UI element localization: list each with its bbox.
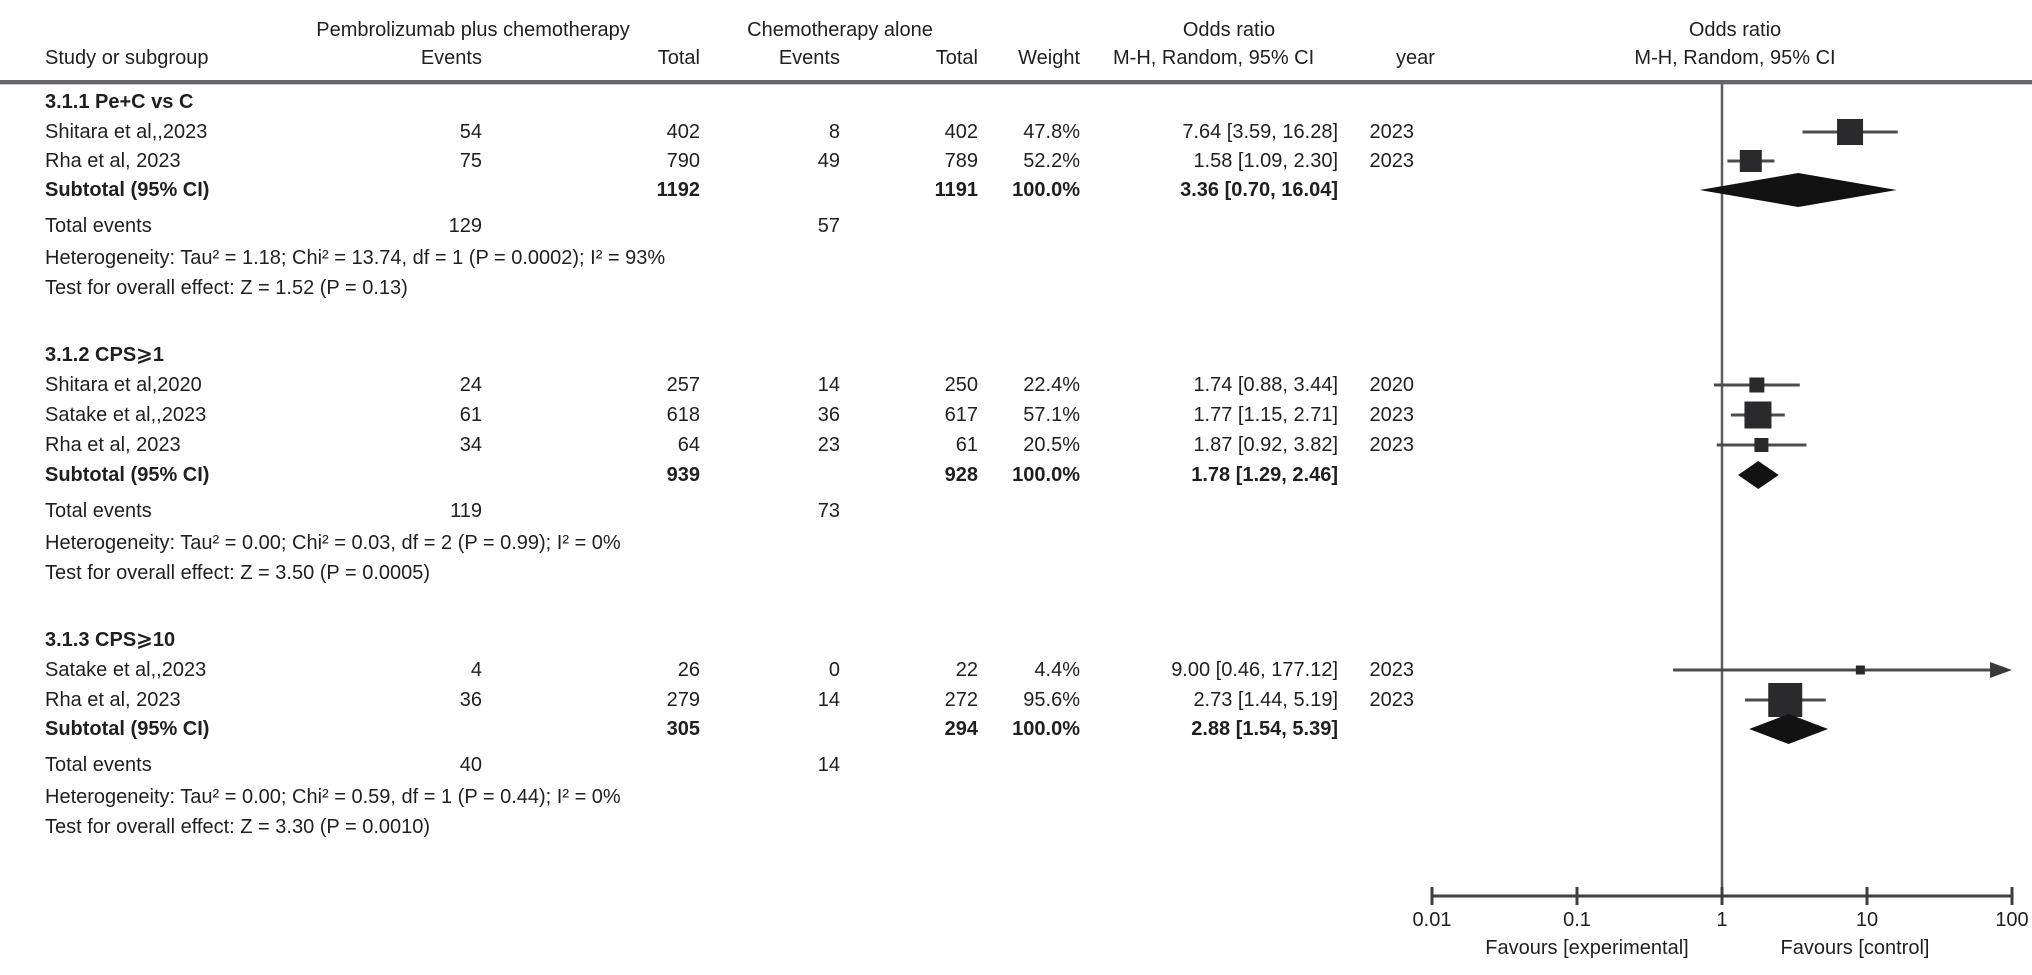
- favours-control-label: Favours [control]: [1780, 937, 1930, 959]
- study-events-treat: 54: [459, 121, 482, 143]
- subgroup-title: 3.1.1 Pe+C vs C: [45, 91, 194, 113]
- study-label: Rha et al, 2023: [45, 689, 181, 711]
- subtotal-or-ci: 2.88 [1.54, 5.39]: [1191, 718, 1338, 740]
- total-events-treat: 119: [450, 500, 482, 522]
- study-total-control: 617: [944, 404, 978, 426]
- study-or-ci: 2.73 [1.44, 5.19]: [1193, 689, 1338, 711]
- subtotal-total-treat: 305: [666, 718, 700, 740]
- study-year: 2023: [1369, 434, 1414, 456]
- study-total-treat: 618: [666, 404, 700, 426]
- subtotal-or-ci: 1.78 [1.29, 2.46]: [1191, 464, 1338, 486]
- axis-tick-label: 10: [1855, 909, 1879, 931]
- study-weight: 47.8%: [1023, 121, 1080, 143]
- header-odds-ratio-text: Odds ratio: [1182, 19, 1276, 41]
- overall-effect-note: Test for overall effect: Z = 1.52 (P = 0.13): [45, 277, 408, 299]
- subgroup-title: 3.1.2 CPS⩾1: [45, 344, 165, 366]
- header-year-column: year: [1396, 47, 1435, 69]
- header-total-control: Total: [935, 47, 978, 69]
- header-or-subtitle-plot: M-H, Random, 95% CI: [1634, 47, 1836, 69]
- study-total-control: 272: [944, 689, 978, 711]
- total-events-label: Total events: [45, 215, 152, 237]
- study-total-control: 250: [944, 374, 978, 396]
- header-group-control: Chemotherapy alone: [747, 19, 933, 41]
- study-label: Shitara et al,2020: [45, 374, 202, 396]
- study-events-control: 23: [817, 434, 840, 456]
- subtotal-weight: 100.0%: [1012, 179, 1080, 201]
- subtotal-diamond: [1738, 461, 1779, 489]
- study-label: Shitara et al,,2023: [45, 121, 208, 143]
- study-events-treat: 61: [459, 404, 482, 426]
- axis-tick-label: 0.1: [1563, 909, 1591, 931]
- header-group-treatment: Pembrolizumab plus chemotherapy: [316, 19, 630, 41]
- heterogeneity-note: Heterogeneity: Tau² = 0.00; Chi² = 0.59, df = 1 (P = 0.44); I² = 0%: [45, 786, 621, 808]
- study-total-control: 402: [944, 121, 978, 143]
- subtotal-total-treat: 1192: [656, 179, 700, 201]
- study-or-ci: 1.77 [1.15, 2.71]: [1193, 404, 1338, 426]
- subtotal-total-treat: 939: [666, 464, 700, 486]
- subtotal-weight: 100.0%: [1012, 718, 1080, 740]
- total-events-label: Total events: [45, 500, 152, 522]
- effect-square: [1744, 402, 1771, 429]
- effect-square: [1754, 438, 1768, 452]
- study-weight: 95.6%: [1023, 689, 1080, 711]
- total-events-label: Total events: [45, 754, 152, 776]
- study-total-treat: 402: [666, 121, 700, 143]
- study-or-ci: 1.58 [1.09, 2.30]: [1193, 150, 1338, 172]
- study-label: Rha et al, 2023: [45, 150, 181, 172]
- effect-square: [1856, 666, 1865, 675]
- study-or-ci: 1.87 [0.92, 3.82]: [1193, 434, 1338, 456]
- study-total-control: 789: [944, 150, 978, 172]
- subtotal-diamond: [1700, 173, 1897, 207]
- study-weight: 22.4%: [1023, 374, 1080, 396]
- header-weight-column: Weight: [1018, 47, 1080, 69]
- favours-experimental-label: Favours [experimental]: [1485, 937, 1689, 959]
- study-or-ci: 1.74 [0.88, 3.44]: [1193, 374, 1338, 396]
- study-total-treat: 64: [677, 434, 700, 456]
- study-total-control: 61: [955, 434, 978, 456]
- effect-square: [1749, 378, 1764, 393]
- subtotal-diamond: [1749, 714, 1828, 744]
- total-events-control: 57: [817, 215, 840, 237]
- subtotal-total-control: 928: [944, 464, 978, 486]
- study-weight: 52.2%: [1023, 150, 1080, 172]
- subtotal-label: Subtotal (95% CI): [45, 464, 210, 486]
- total-events-treat: 129: [448, 215, 482, 237]
- subtotal-total-control: 1191: [934, 179, 978, 201]
- study-events-treat: 24: [459, 374, 482, 396]
- study-events-control: 36: [817, 404, 840, 426]
- subtotal-label: Subtotal (95% CI): [45, 718, 210, 740]
- header-events-treatment: Events: [420, 47, 482, 69]
- study-year: 2023: [1369, 404, 1414, 426]
- header-total-treatment: Total: [657, 47, 700, 69]
- overall-effect-note: Test for overall effect: Z = 3.50 (P = 0.0005): [45, 562, 431, 584]
- study-year: 2023: [1369, 659, 1414, 681]
- axis-tick-label: 1: [1716, 909, 1728, 931]
- header-odds-ratio-plot: Odds ratio: [1688, 19, 1782, 41]
- study-events-control: 14: [817, 689, 840, 711]
- overall-effect-note: Test for overall effect: Z = 3.30 (P = 0.0010): [45, 816, 431, 838]
- axis-tick-label: 0.01: [1412, 909, 1452, 931]
- study-events-control: 49: [817, 150, 840, 172]
- study-events-treat: 36: [459, 689, 482, 711]
- study-or-ci: 9.00 [0.46, 177.12]: [1171, 659, 1338, 681]
- study-year: 2023: [1369, 689, 1414, 711]
- subtotal-weight: 100.0%: [1012, 464, 1080, 486]
- effect-square: [1837, 119, 1863, 145]
- study-label: Satake et al,,2023: [45, 659, 207, 681]
- axis-tick-label: 100: [1995, 909, 2029, 931]
- subtotal-or-ci: 3.36 [0.70, 16.04]: [1180, 179, 1338, 201]
- study-label: Satake et al,,2023: [45, 404, 207, 426]
- study-weight: 4.4%: [1034, 659, 1080, 681]
- heterogeneity-note: Heterogeneity: Tau² = 1.18; Chi² = 13.74, df = 1 (P = 0.0002); I² = 93%: [45, 247, 666, 269]
- study-events-control: 8: [828, 121, 840, 143]
- study-events-control: 0: [828, 659, 840, 681]
- study-events-treat: 4: [470, 659, 482, 681]
- study-total-treat: 279: [666, 689, 700, 711]
- ci-arrow: [1990, 662, 2012, 678]
- effect-square: [1768, 683, 1802, 717]
- study-total-treat: 257: [666, 374, 700, 396]
- study-year: 2023: [1369, 150, 1414, 172]
- study-total-treat: 26: [677, 659, 700, 681]
- header-events-control: Events: [778, 47, 840, 69]
- effect-square: [1740, 150, 1762, 172]
- subtotal-label: Subtotal (95% CI): [45, 179, 210, 201]
- subgroup-title: 3.1.3 CPS⩾10: [45, 629, 176, 651]
- study-total-control: 22: [955, 659, 978, 681]
- study-total-treat: 790: [666, 150, 700, 172]
- study-or-ci: 7.64 [3.59, 16.28]: [1182, 121, 1338, 143]
- study-events-treat: 34: [459, 434, 482, 456]
- total-events-treat: 40: [459, 754, 482, 776]
- total-events-control: 73: [817, 500, 840, 522]
- study-year: 2020: [1369, 374, 1414, 396]
- study-weight: 57.1%: [1023, 404, 1080, 426]
- heterogeneity-note: Heterogeneity: Tau² = 0.00; Chi² = 0.03, df = 2 (P = 0.99); I² = 0%: [45, 532, 621, 554]
- study-year: 2023: [1369, 121, 1414, 143]
- study-events-treat: 75: [459, 150, 482, 172]
- study-label: Rha et al, 2023: [45, 434, 181, 456]
- study-weight: 20.5%: [1023, 434, 1080, 456]
- subtotal-total-control: 294: [944, 718, 978, 740]
- study-events-control: 14: [817, 374, 840, 396]
- header-or-subtitle-text: M-H, Random, 95% CI: [1113, 47, 1315, 69]
- total-events-control: 14: [817, 754, 840, 776]
- header-study-column: Study or subgroup: [45, 47, 209, 69]
